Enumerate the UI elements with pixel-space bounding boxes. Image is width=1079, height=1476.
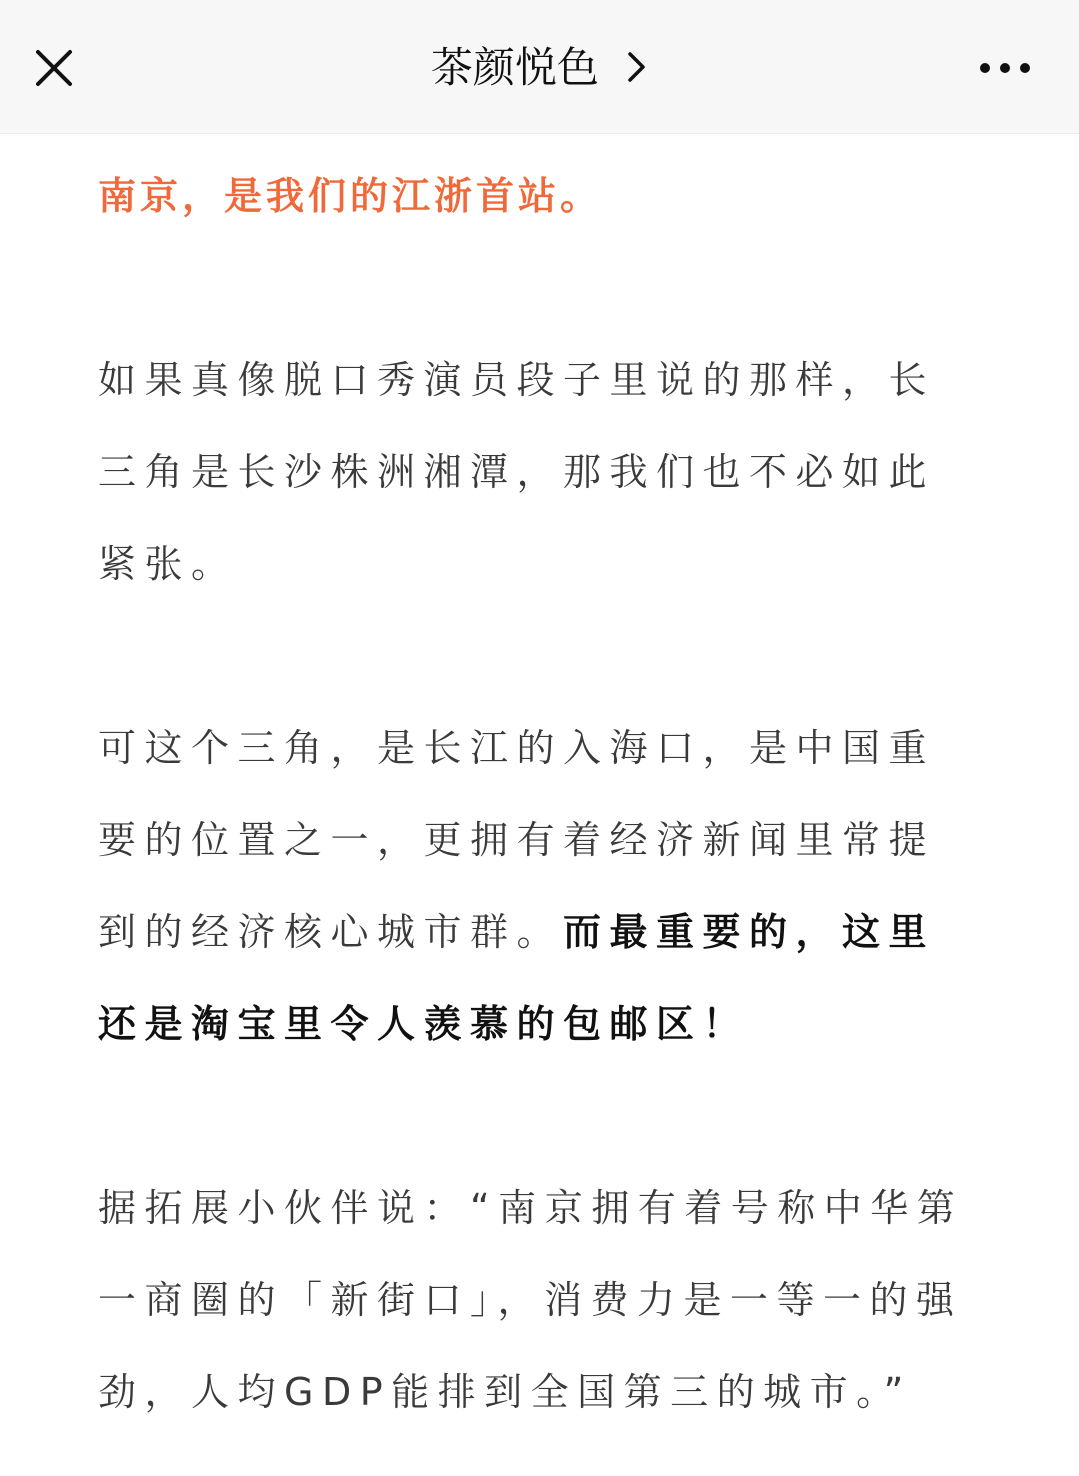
- paragraph-spacer: [98, 242, 980, 334]
- more-options-button[interactable]: [977, 54, 1033, 82]
- paragraph-1: 如果真像脱口秀演员段子里说的那样，长三角是长沙株洲湘潭，那我们也不必如此紧张。: [98, 358, 936, 586]
- paragraph-2: [98, 702, 980, 1070]
- account-title-button[interactable]: [0, 38, 1079, 98]
- paragraph-spacer: [98, 1070, 980, 1162]
- top-navigation-bar: [0, 0, 1079, 134]
- paragraph-3: 据拓展小伙伴说：“南京拥有着号称中华第一商圈的「新街口」，消费力是一等一的强劲，人均GDP能排到全国第三的城市。”: [98, 1186, 964, 1414]
- paragraph-2-bold-text: 而最重要的，这里还是淘宝里令人羡慕的包邮区！: [98, 910, 936, 1046]
- more-dots-icon: [977, 54, 1033, 82]
- page-title: 茶颜悦色: [430, 43, 599, 92]
- paragraph-spacer: [98, 610, 980, 702]
- article-body: [98, 150, 980, 1438]
- article-headline: 南京，是我们的江浙首站。: [98, 174, 603, 218]
- paragraph-2-text: 可这个三角，是长江的入海口，是中国重要的位置之一，更拥有着经济新闻里常提到的经济核心城市群。: [98, 726, 936, 954]
- chevron-right-icon: [626, 50, 648, 84]
